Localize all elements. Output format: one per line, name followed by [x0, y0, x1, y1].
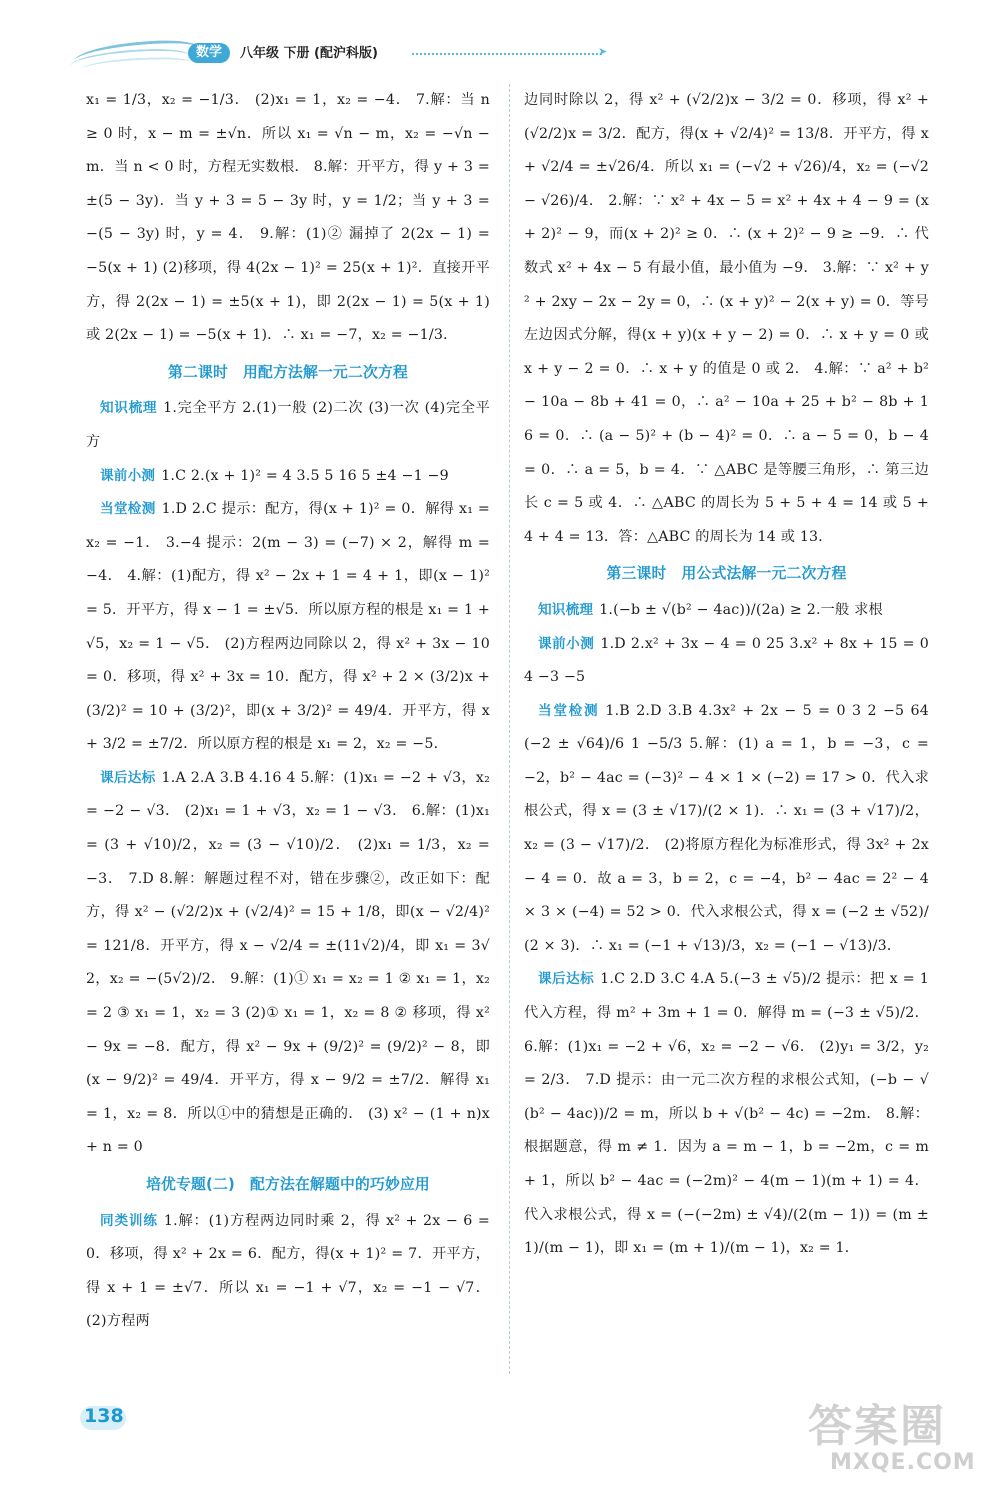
- answer-paragraph: [86, 392, 490, 459]
- answer-text: 1.A 2.A 3.B 4.16 4 5.解：(1)x₁ = −2 + √3，x₂ = −2 − √3． (2)x₁ = 1 + √3，x₂ = 1 − √3． 6.解：(1)x₁ = (3 + √10)/2，x₂ = (3 − √10)/2． (2)x₁ = 1/3，x₂ = −3． 7.D 8.解：解题过程不对，错在步骤②，改正如下：配方，得 x² − (√2/2)x + (√2/4)² = 15 + 1/8，即(x − √2/4)² = 121/8．开平方，得 x − √2/4 = ±(11√2)/4，即 x₁ = 3√2，x₂ = −(5√2)/2． 9.解：(1)① x₁ = x₂ = 1 ② x₁ = 1，x₂ = 2 ③ x₁ = 1，x₂ = 3 (2)① x₁ = 1，x₂ = 8 ② 移项，得 x² − 9x = −8．配方，得 x² − 9x + (9/2)² = (9/2)² − 8，即(x − 9/2)² = 49/4．开平方，得 x − 9/2 = ±7/2．解得 x₁ = 1，x₂ = 8．所以①中的猜想是正确的． (3) x² − (1 + n)x + n = 0: [86, 769, 490, 1156]
- section-label: 当堂检测: [538, 702, 600, 719]
- subject-badge: 数学: [188, 43, 230, 63]
- answer-text: 1.D 2.x² + 3x − 4 = 0 25 3.x² + 8x + 15 = 0 4 −3 −5: [524, 635, 929, 686]
- section-label: 课前小测: [100, 467, 156, 484]
- watermark-logo: [800, 1390, 990, 1490]
- section-label: 课前小测: [538, 635, 595, 652]
- header-dotted-line: [412, 53, 602, 57]
- answer-paragraph: [86, 762, 490, 1165]
- left-column: [86, 84, 490, 1339]
- watermark-url: MXQE.COM: [830, 1450, 976, 1475]
- section-label: 课后达标: [100, 769, 156, 786]
- section-label: 知识梳理: [100, 400, 158, 417]
- answer-text: 1.C 2.(x + 1)² = 4 3.5 5 16 5 ±4 −1 −9: [161, 467, 449, 484]
- answer-paragraph: [524, 594, 929, 628]
- answer-paragraph: [86, 493, 490, 762]
- answer-paragraph: [86, 460, 490, 494]
- page-number-badge: [80, 1400, 130, 1436]
- answer-text: 1.C 2.D 3.C 4.A 5.(−3 ± √5)/2 提示：把 x = 1 代入方程，得 m² + 3m + 1 = 0．解得 m = (−3 ± √5)/2． 6.解：(1)x₁ = −2 + √6，x₂ = −2 − √6． (2)y₁ = 3/2，y₂ = 2/3． 7.D 提示：由一元二次方程的求根公式知，(−b − √(b² − 4ac))/2 = m，所以 b + √(b² − 4c) = −2m． 8.解：根据题意，得 m ≠ 1．因为 a = m − 1，b = −2m，c = m + 1，所以 b² − 4ac = (−2m)² − 4(m − 1)(m + 1) = 4．代入求根公式，得 x = (−(−2m) ± √4)/(2(m − 1)) = (m ± 1)/(m − 1)，即 x₁ = (m + 1)/(m − 1)，x₂ = 1．: [524, 971, 929, 1257]
- book-title: 八年级 下册 (配沪科版): [240, 46, 378, 61]
- section-title: 第二课时 用配方法解一元二次方程: [168, 363, 408, 381]
- section-label: 课后达标: [538, 971, 595, 988]
- section-label: 当堂检测: [100, 501, 156, 518]
- arrow-right-icon: ➤: [598, 45, 608, 58]
- answer-paragraph: [86, 1205, 490, 1339]
- answer-text: 1.(−b ± √(b² − 4ac))/(2a) ≥ 2.一般 求根: [599, 601, 883, 618]
- answer-text: 1.B 2.D 3.B 4.3x² + 2x − 5 = 0 3 2 −5 64 (−2 ± √64)/6 1 −5/3 5.解：(1) a = 1，b = −3，c = −2，b² − 4ac = (−3)² − 4 × 1 × (−2) = 17 > 0．代入求根公式，得 x = (3 ± √17)/(2 × 1)．∴ x₁ = (3 + √17)/2，x₂ = (3 − √17)/2． (2)将原方程化为标准形式，得 3x² + 2x − 4 = 0．故 a = 3，b = 2，c = −4，b² − 4ac = 2² − 4 × 3 × (−4) = 52 > 0．代入求根公式，得 x = (−2 ± √52)/(2 × 3)．∴ x₁ = (−1 + √13)/3，x₂ = (−1 − √13)/3．: [524, 702, 929, 954]
- answer-text: 1.D 2.C 提示：配方，得(x + 1)² = 0．解得 x₁ = x₂ = −1． 3.−4 提示：2(m − 3) = (−7) × 2，解得 m = −4． 4.解：(1)配方，得 x² − 2x + 1 = 4 + 1，即(x − 1)² = 5．开平方，得 x − 1 = ±√5．所以原方程的根是 x₁ = 1 + √5，x₂ = 1 − √5． (2)方程两边同除以 2，得 x² + 3x − 10 = 0．移项，得 x² + 3x = 10．配方，得 x² + 2 × (3/2)x + (3/2)² = 10 + (3/2)²，即(x + 3/2)² = 49/4．开平方，得 x + 3/2 = ±7/2．所以原方程的根是 x₁ = 2，x₂ = −5．: [86, 501, 490, 753]
- answer-text: 1.解：(1)方程两边同时乘 2，得 x² + 2x − 6 = 0．移项，得 x² + 2x = 6．配方，得(x + 1)² = 7．开平方，得 x + 1 = ±√7．所以 x₁ = −1 + √7，x₂ = −1 − √7． (2)方程两: [86, 1212, 490, 1330]
- section-label: 同类训练: [100, 1212, 158, 1229]
- column-divider: [509, 84, 510, 1374]
- answer-paragraph: [524, 695, 929, 964]
- answer-text: 1.完全平方 2.(1)一般 (2)二次 (3)一次 (4)完全平方: [86, 400, 490, 450]
- answer-paragraph: 边同时除以 2，得 x² + (√2/2)x − 3/2 = 0．移项，得 x² + (√2/2)x = 3/2．配方，得(x + √2/4)² = 13/8．开平方，得 x + √2/4 = ±√26/4．所以 x₁ = (−√2 + √26)/4，x₂ = (−√2 − √26)/4． 2.解：∵ x² + 4x − 5 = x² + 4x + 4 − 9 = (x + 2)² − 9，而(x + 2)² ≥ 0．∴ (x + 2)² − 9 ≥ −9．∴ 代数式 x² + 4x − 5 有最小值，最小值为 −9． 3.解：∵ x² + y² + 2xy − 2x − 2y = 0，∴ (x + y)² − 2(x + y) = 0．等号左边因式分解，得(x + y)(x + y − 2) = 0．∴ x + y = 0 或 x + y − 2 = 0．∴ x + y 的值是 0 或 2． 4.解：∵ a² + b² − 10a − 8b + 41 = 0，∴ a² − 10a + 25 + b² − 8b + 16 = 0．∴ (a − 5)² + (b − 4)² = 0．∴ a − 5 = 0，b − 4 = 0．∴ a = 5，b = 4．∵ △ABC 是等腰三角形，∴ 第三边长 c = 5 或 4．∴ △ABC 的周长为 5 + 5 + 4 = 14 或 5 + 4 + 4 = 13．答：△ABC 的周长为 14 或 13．: [524, 92, 929, 545]
- section-label: 知识梳理: [538, 601, 594, 618]
- right-column: [524, 84, 929, 1266]
- answer-paragraph: [524, 963, 929, 1265]
- page-number: 138: [84, 1405, 124, 1427]
- section-title: 第三课时 用公式法解一元二次方程: [606, 565, 847, 583]
- section-title: 培优专题(二) 配方法在解题中的巧妙应用: [146, 1176, 430, 1193]
- answer-paragraph: x₁ = 1/3，x₂ = −1/3． (2)x₁ = 1，x₂ = −4． 7.解：当 n ≥ 0 时，x − m = ±√n．所以 x₁ = √n − m，x₂ = −√n − m．当 n < 0 时，方程无实数根． 8.解：开平方，得 y + 3 = ±(5 − 3y)．当 y + 3 = 5 − 3y 时，y = 1/2；当 y + 3 = −(5 − 3y) 时，y = 4． 9.解：(1)② 漏掉了 2(2x − 1) = −5(x + 1) (2)移项，得 4(2x − 1)² = 25(x + 1)²．直接开平方，得 2(2x − 1) = ±5(x + 1)，即 2(2x − 1) = 5(x + 1) 或 2(2x − 1) = −5(x + 1)．∴ x₁ = −7，x₂ = −1/3．: [86, 92, 490, 344]
- answer-paragraph: [524, 628, 929, 695]
- watermark-text: 答案圈: [808, 1401, 946, 1452]
